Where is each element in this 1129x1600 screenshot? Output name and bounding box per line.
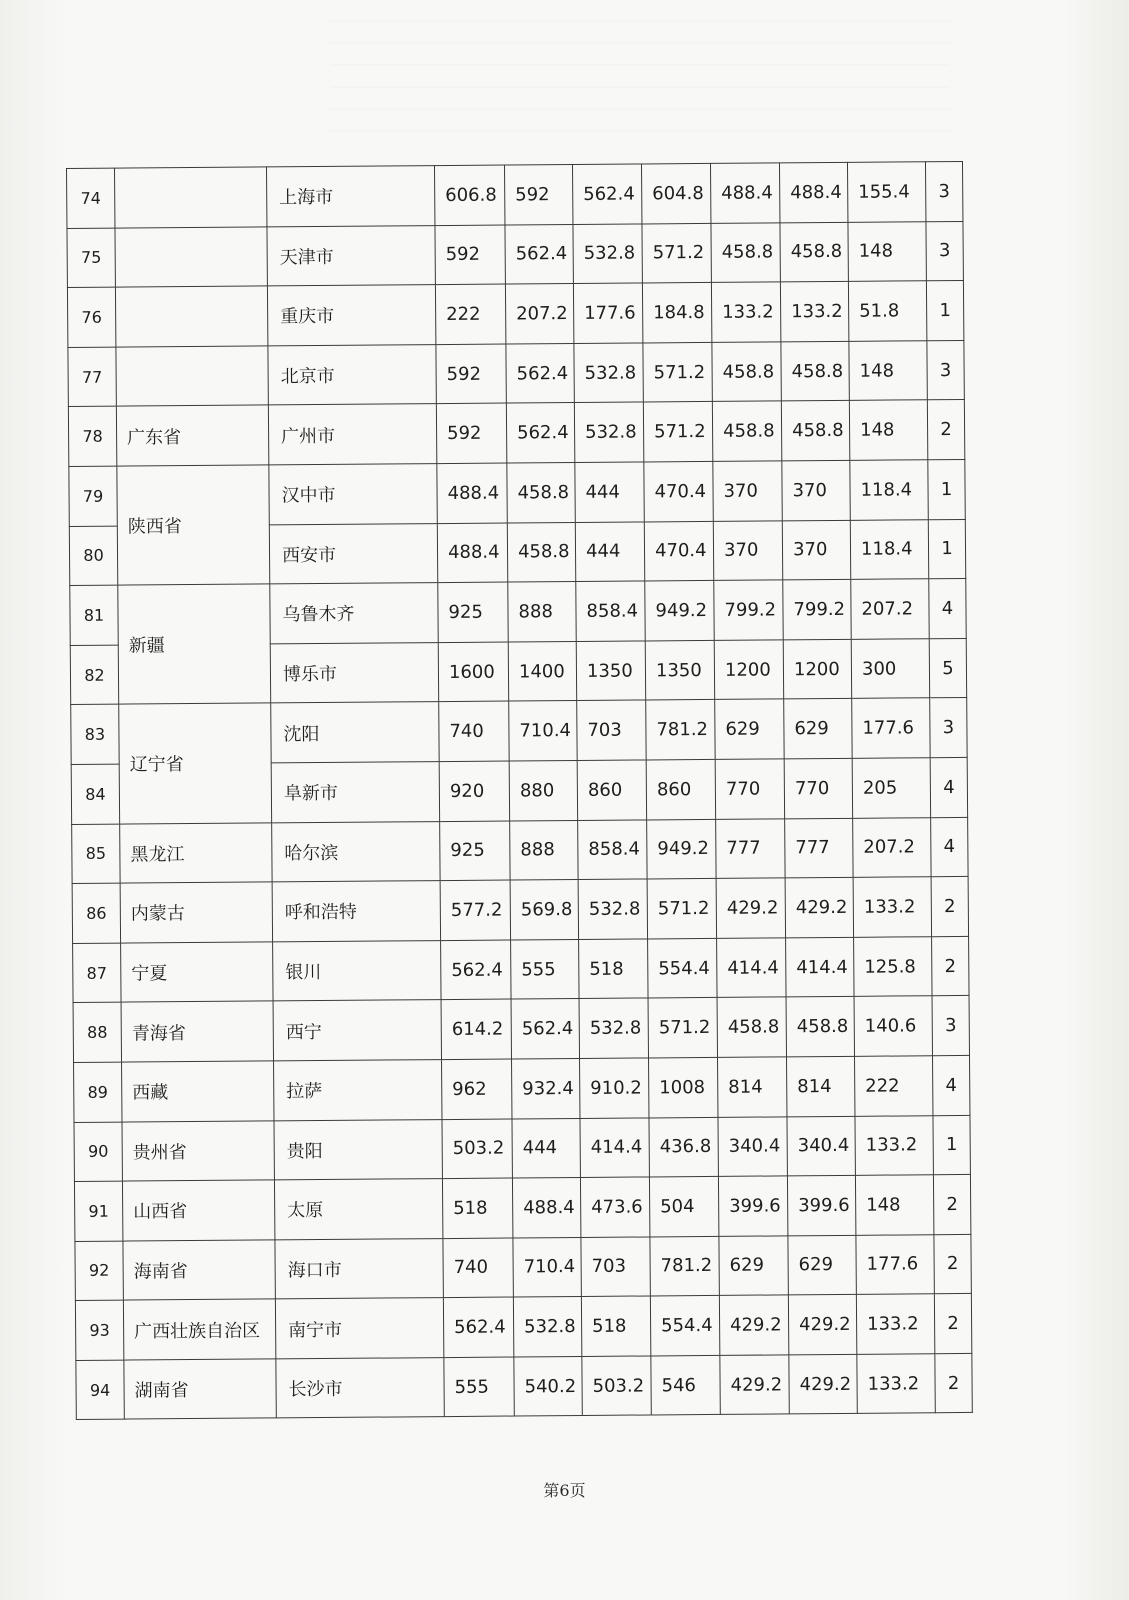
rate-value-cell: 770 bbox=[715, 759, 784, 819]
row-number-cell: 77 bbox=[68, 347, 116, 407]
rate-value-cell: 429.2 bbox=[719, 1295, 788, 1355]
rate-value-cell: 925 bbox=[438, 582, 508, 642]
rate-value-cell: 532.8 bbox=[579, 998, 648, 1058]
city-cell: 西宁 bbox=[273, 1000, 441, 1061]
rate-value-cell: 571.2 bbox=[642, 223, 711, 283]
rate-value-cell: 562.4 bbox=[511, 999, 579, 1059]
rate-value-cell: 888 bbox=[510, 820, 578, 880]
rate-value-cell: 458.8 bbox=[781, 401, 849, 461]
rate-value-cell: 781.2 bbox=[650, 1236, 719, 1296]
rate-value-cell: 546 bbox=[651, 1355, 720, 1415]
level-cell: 3 bbox=[926, 221, 963, 281]
table-row bbox=[68, 340, 964, 407]
city-cell: 沈阳 bbox=[271, 702, 439, 763]
level-cell: 5 bbox=[929, 638, 966, 698]
rate-value-cell: 340.4 bbox=[787, 1116, 855, 1176]
rate-value-cell: 177.6 bbox=[856, 1234, 934, 1294]
city-cell: 广州市 bbox=[268, 404, 436, 465]
city-cell: 重庆市 bbox=[267, 285, 435, 346]
row-number-cell: 81 bbox=[70, 585, 118, 645]
rate-value-cell: 799.2 bbox=[783, 580, 851, 640]
rate-value-cell: 1200 bbox=[714, 640, 783, 700]
row-number-cell: 82 bbox=[70, 645, 118, 705]
province-cell bbox=[115, 286, 267, 347]
rate-value-cell: 932.4 bbox=[512, 1058, 580, 1118]
row-number-cell: 79 bbox=[69, 466, 117, 526]
rate-value-cell: 781.2 bbox=[646, 700, 715, 760]
level-cell: 3 bbox=[925, 161, 962, 221]
rate-value-cell: 614.2 bbox=[441, 999, 511, 1059]
province-cell: 海南省 bbox=[123, 1240, 275, 1301]
rate-value-cell: 429.2 bbox=[788, 1295, 856, 1355]
city-cell: 上海市 bbox=[266, 166, 434, 227]
province-cell bbox=[115, 167, 267, 228]
level-cell: 2 bbox=[927, 400, 964, 460]
level-cell: 3 bbox=[930, 698, 967, 758]
rate-value-cell: 562.4 bbox=[441, 940, 511, 1000]
rate-value-cell: 562.4 bbox=[443, 1297, 513, 1357]
rate-value-cell: 532.8 bbox=[513, 1297, 581, 1357]
rate-value-cell: 571.2 bbox=[643, 342, 712, 402]
rate-value-cell: 532.8 bbox=[574, 343, 643, 403]
row-number-cell: 76 bbox=[67, 287, 115, 347]
table-row bbox=[75, 1234, 971, 1301]
rate-value-cell: 503.2 bbox=[442, 1119, 512, 1179]
province-cell: 内蒙古 bbox=[120, 882, 272, 943]
rate-value-cell: 562.4 bbox=[505, 224, 573, 284]
rate-value-cell: 880 bbox=[509, 760, 577, 820]
rate-value-cell: 606.8 bbox=[434, 165, 504, 225]
table-row bbox=[70, 579, 966, 646]
rate-value-cell: 207.2 bbox=[853, 817, 931, 877]
table-row bbox=[74, 1055, 970, 1122]
table-row bbox=[71, 698, 967, 765]
rate-value-cell: 458.8 bbox=[712, 342, 781, 402]
rate-value-cell: 488.4 bbox=[437, 463, 507, 523]
rate-value-cell: 177.6 bbox=[573, 283, 642, 343]
province-cell: 山西省 bbox=[122, 1180, 274, 1241]
row-number-cell: 75 bbox=[67, 228, 115, 288]
rate-value-cell: 799.2 bbox=[714, 580, 783, 640]
rate-value-cell: 577.2 bbox=[440, 880, 510, 940]
table-row bbox=[67, 221, 963, 288]
row-number-cell: 80 bbox=[69, 526, 117, 586]
city-cell: 长沙市 bbox=[276, 1357, 444, 1418]
level-cell: 4 bbox=[931, 817, 968, 877]
rate-value-cell: 777 bbox=[785, 818, 853, 878]
row-number-cell: 90 bbox=[74, 1122, 122, 1182]
row-number-cell: 83 bbox=[71, 704, 119, 764]
province-cell: 新疆 bbox=[118, 584, 271, 704]
rate-value-cell: 858.4 bbox=[576, 581, 645, 641]
rate-value-cell: 770 bbox=[784, 758, 852, 818]
table-row bbox=[74, 1115, 970, 1182]
level-cell: 1 bbox=[933, 1115, 970, 1175]
rate-value-cell: 858.4 bbox=[578, 819, 647, 879]
rate-value-cell: 177.6 bbox=[852, 698, 930, 758]
city-cell: 博乐市 bbox=[270, 642, 438, 703]
rate-value-cell: 629 bbox=[788, 1235, 856, 1295]
rate-value-cell: 458.8 bbox=[711, 222, 780, 282]
row-number-cell: 88 bbox=[73, 1002, 121, 1062]
rate-value-cell: 503.2 bbox=[582, 1356, 651, 1416]
rate-value-cell: 532.8 bbox=[574, 402, 643, 462]
rate-value-cell: 592 bbox=[436, 344, 506, 404]
rate-value-cell: 470.4 bbox=[644, 521, 713, 581]
rate-value-cell: 488.4 bbox=[512, 1178, 580, 1238]
rate-value-cell: 458.8 bbox=[717, 997, 786, 1057]
rate-value-cell: 860 bbox=[577, 760, 646, 820]
rate-value-cell: 222 bbox=[435, 284, 505, 344]
table-row bbox=[67, 281, 963, 348]
rate-value-cell: 592 bbox=[436, 403, 506, 463]
city-cell: 太原 bbox=[274, 1179, 442, 1240]
rate-value-cell: 51.8 bbox=[848, 281, 926, 341]
city-cell: 西安市 bbox=[269, 523, 437, 584]
rate-value-cell: 148 bbox=[848, 221, 926, 281]
rate-value-cell: 703 bbox=[581, 1237, 650, 1297]
province-cell: 湖南省 bbox=[124, 1359, 276, 1420]
row-number-cell: 87 bbox=[73, 943, 121, 1003]
rate-value-cell: 470.4 bbox=[644, 461, 713, 521]
rate-value-cell: 118.4 bbox=[850, 519, 928, 579]
rate-value-cell: 458.8 bbox=[781, 341, 849, 401]
city-cell: 哈尔滨 bbox=[272, 821, 440, 882]
level-cell: 2 bbox=[935, 1353, 972, 1413]
city-cell: 汉中市 bbox=[269, 464, 437, 525]
rate-table bbox=[66, 161, 973, 1420]
rate-value-cell: 710.4 bbox=[509, 701, 577, 761]
rate-value-cell: 370 bbox=[713, 520, 782, 580]
rate-value-cell: 370 bbox=[782, 520, 850, 580]
level-cell: 1 bbox=[926, 281, 963, 341]
city-cell: 南宁市 bbox=[275, 1298, 443, 1359]
rate-value-cell: 569.8 bbox=[510, 880, 578, 940]
province-cell bbox=[115, 227, 267, 288]
province-cell: 陕西省 bbox=[117, 465, 270, 585]
city-cell: 拉萨 bbox=[274, 1059, 442, 1120]
rate-value-cell: 571.2 bbox=[648, 998, 717, 1058]
row-number-cell: 93 bbox=[75, 1300, 123, 1360]
rate-value-cell: 370 bbox=[713, 461, 782, 521]
row-number-cell: 78 bbox=[68, 406, 116, 466]
rate-value-cell: 1350 bbox=[576, 641, 645, 701]
rate-value-cell: 340.4 bbox=[718, 1116, 787, 1176]
rate-value-cell: 532.8 bbox=[578, 879, 647, 939]
rate-value-cell: 444 bbox=[575, 462, 644, 522]
rate-value-cell: 518 bbox=[581, 1296, 650, 1356]
rate-value-cell: 555 bbox=[511, 939, 579, 999]
rate-value-cell: 920 bbox=[439, 761, 509, 821]
rate-value-cell: 540.2 bbox=[514, 1356, 582, 1416]
province-cell: 黑龙江 bbox=[120, 822, 272, 883]
rate-value-cell: 399.6 bbox=[718, 1176, 787, 1236]
rate-value-cell: 814 bbox=[787, 1056, 855, 1116]
row-number-cell: 94 bbox=[76, 1360, 124, 1420]
city-cell: 阜新市 bbox=[271, 762, 439, 823]
rate-value-cell: 184.8 bbox=[642, 283, 711, 343]
level-cell: 4 bbox=[932, 1055, 969, 1115]
table-row bbox=[75, 1294, 971, 1361]
rate-value-cell: 814 bbox=[718, 1057, 787, 1117]
rate-value-cell: 414.4 bbox=[580, 1117, 649, 1177]
rate-value-cell: 118.4 bbox=[850, 460, 928, 520]
rate-value-cell: 205 bbox=[852, 758, 930, 818]
rate-value-cell: 155.4 bbox=[847, 162, 925, 222]
table-row bbox=[67, 161, 963, 228]
rate-value-cell: 604.8 bbox=[641, 163, 710, 223]
table-row bbox=[74, 1175, 970, 1242]
rate-value-cell: 518 bbox=[579, 939, 648, 999]
rate-value-cell: 125.8 bbox=[854, 936, 932, 996]
row-number-cell: 84 bbox=[71, 764, 119, 824]
rate-value-cell: 148 bbox=[855, 1175, 933, 1235]
rate-value-cell: 436.8 bbox=[649, 1117, 718, 1177]
province-cell: 西藏 bbox=[122, 1061, 274, 1122]
province-cell: 广西壮族自治区 bbox=[123, 1299, 275, 1360]
rate-value-cell: 429.2 bbox=[785, 877, 853, 937]
rate-value-cell: 888 bbox=[508, 582, 576, 642]
rate-value-cell: 629 bbox=[715, 699, 784, 759]
table-row bbox=[76, 1353, 972, 1420]
rate-value-cell: 571.2 bbox=[647, 879, 716, 939]
city-cell: 呼和浩特 bbox=[272, 881, 440, 942]
rate-value-cell: 140.6 bbox=[854, 996, 932, 1056]
row-number-cell: 85 bbox=[72, 824, 120, 884]
rate-value-cell: 370 bbox=[782, 460, 850, 520]
level-cell: 2 bbox=[934, 1294, 971, 1354]
rate-value-cell: 207.2 bbox=[505, 284, 573, 344]
rate-value-cell: 860 bbox=[646, 759, 715, 819]
rate-value-cell: 488.4 bbox=[779, 162, 847, 222]
rate-value-cell: 133.2 bbox=[853, 877, 931, 937]
level-cell: 2 bbox=[932, 936, 969, 996]
rate-value-cell: 562.4 bbox=[572, 164, 641, 224]
rate-value-cell: 488.4 bbox=[437, 523, 507, 583]
rate-value-cell: 962 bbox=[442, 1059, 512, 1119]
rate-value-cell: 207.2 bbox=[851, 579, 929, 639]
table-body bbox=[67, 161, 973, 1419]
province-cell: 广东省 bbox=[116, 405, 268, 466]
faint-bleed-through bbox=[330, 20, 950, 140]
rate-value-cell: 949.2 bbox=[647, 819, 716, 879]
rate-value-cell: 458.8 bbox=[507, 522, 575, 582]
level-cell: 1 bbox=[928, 519, 965, 579]
city-cell: 贵阳 bbox=[274, 1119, 442, 1180]
rate-value-cell: 133.2 bbox=[711, 282, 780, 342]
table-row bbox=[73, 936, 969, 1003]
rate-value-cell: 554.4 bbox=[650, 1296, 719, 1356]
page-number: 第6页 bbox=[543, 1481, 586, 1500]
rate-value-cell: 429.2 bbox=[789, 1354, 857, 1414]
rate-value-cell: 148 bbox=[849, 400, 927, 460]
city-cell: 天津市 bbox=[267, 225, 435, 286]
rate-value-cell: 949.2 bbox=[645, 581, 714, 641]
row-number-cell: 91 bbox=[74, 1181, 122, 1241]
rate-value-cell: 518 bbox=[442, 1178, 512, 1238]
table-row bbox=[72, 877, 968, 944]
table-row bbox=[72, 817, 968, 884]
rate-value-cell: 458.8 bbox=[712, 401, 781, 461]
rate-value-cell: 473.6 bbox=[580, 1177, 649, 1237]
rate-value-cell: 555 bbox=[444, 1357, 514, 1417]
rate-value-cell: 740 bbox=[439, 701, 509, 761]
level-cell: 1 bbox=[928, 459, 965, 519]
rate-value-cell: 458.8 bbox=[786, 997, 854, 1057]
city-cell: 北京市 bbox=[268, 344, 436, 405]
row-number-cell: 74 bbox=[67, 168, 115, 228]
rate-value-cell: 777 bbox=[716, 818, 785, 878]
level-cell: 2 bbox=[933, 1175, 970, 1235]
province-cell bbox=[116, 346, 268, 407]
rate-value-cell: 740 bbox=[443, 1238, 513, 1298]
rate-value-cell: 133.2 bbox=[856, 1294, 934, 1354]
rate-value-cell: 925 bbox=[440, 821, 510, 881]
rate-value-cell: 532.8 bbox=[573, 224, 642, 284]
rate-value-cell: 399.6 bbox=[787, 1175, 855, 1235]
rate-value-cell: 562.4 bbox=[506, 403, 574, 463]
table-row bbox=[73, 996, 969, 1063]
rate-value-cell: 571.2 bbox=[643, 402, 712, 462]
rate-value-cell: 1600 bbox=[438, 642, 508, 702]
level-cell: 4 bbox=[929, 579, 966, 639]
rate-value-cell: 910.2 bbox=[580, 1058, 649, 1118]
rate-value-cell: 414.4 bbox=[717, 938, 786, 998]
city-cell: 银川 bbox=[273, 940, 441, 1001]
city-cell: 乌鲁木齐 bbox=[270, 583, 438, 644]
province-cell: 贵州省 bbox=[122, 1120, 274, 1181]
rate-value-cell: 133.2 bbox=[855, 1115, 933, 1175]
rate-value-cell: 1200 bbox=[783, 639, 851, 699]
level-cell: 3 bbox=[932, 996, 969, 1056]
rate-value-cell: 703 bbox=[577, 700, 646, 760]
province-cell: 辽宁省 bbox=[119, 703, 272, 823]
rate-value-cell: 414.4 bbox=[786, 937, 854, 997]
rate-value-cell: 562.4 bbox=[506, 343, 574, 403]
level-cell: 2 bbox=[934, 1234, 971, 1294]
rate-value-cell: 592 bbox=[435, 225, 505, 285]
rate-value-cell: 1350 bbox=[645, 640, 714, 700]
rate-value-cell: 554.4 bbox=[648, 938, 717, 998]
rate-value-cell: 488.4 bbox=[710, 163, 779, 223]
level-cell: 3 bbox=[927, 340, 964, 400]
rate-value-cell: 458.8 bbox=[780, 222, 848, 282]
rate-value-cell: 629 bbox=[719, 1236, 788, 1296]
rate-value-cell: 444 bbox=[575, 522, 644, 582]
rate-value-cell: 444 bbox=[512, 1118, 580, 1178]
rate-value-cell: 504 bbox=[649, 1177, 718, 1237]
province-cell: 宁夏 bbox=[121, 942, 273, 1003]
city-cell: 海口市 bbox=[275, 1238, 443, 1299]
rate-value-cell: 133.2 bbox=[780, 282, 848, 342]
rate-value-cell: 629 bbox=[784, 699, 852, 759]
level-cell: 4 bbox=[930, 757, 967, 817]
rate-value-cell: 429.2 bbox=[716, 878, 785, 938]
rate-value-cell: 222 bbox=[855, 1056, 933, 1116]
level-cell: 2 bbox=[931, 877, 968, 937]
row-number-cell: 86 bbox=[72, 883, 120, 943]
row-number-cell: 89 bbox=[74, 1062, 122, 1122]
row-number-cell: 92 bbox=[75, 1241, 123, 1301]
rate-value-cell: 133.2 bbox=[857, 1354, 935, 1414]
table-row bbox=[68, 400, 964, 467]
rate-value-cell: 592 bbox=[504, 165, 572, 225]
rate-value-cell: 1008 bbox=[649, 1057, 718, 1117]
rate-value-cell: 429.2 bbox=[720, 1355, 789, 1415]
table-row bbox=[69, 459, 965, 526]
rate-value-cell: 300 bbox=[851, 638, 929, 698]
rate-value-cell: 148 bbox=[849, 341, 927, 401]
rate-value-cell: 710.4 bbox=[513, 1237, 581, 1297]
rate-value-cell: 458.8 bbox=[507, 462, 575, 522]
province-cell: 青海省 bbox=[121, 1001, 273, 1062]
rate-value-cell: 1400 bbox=[508, 641, 576, 701]
